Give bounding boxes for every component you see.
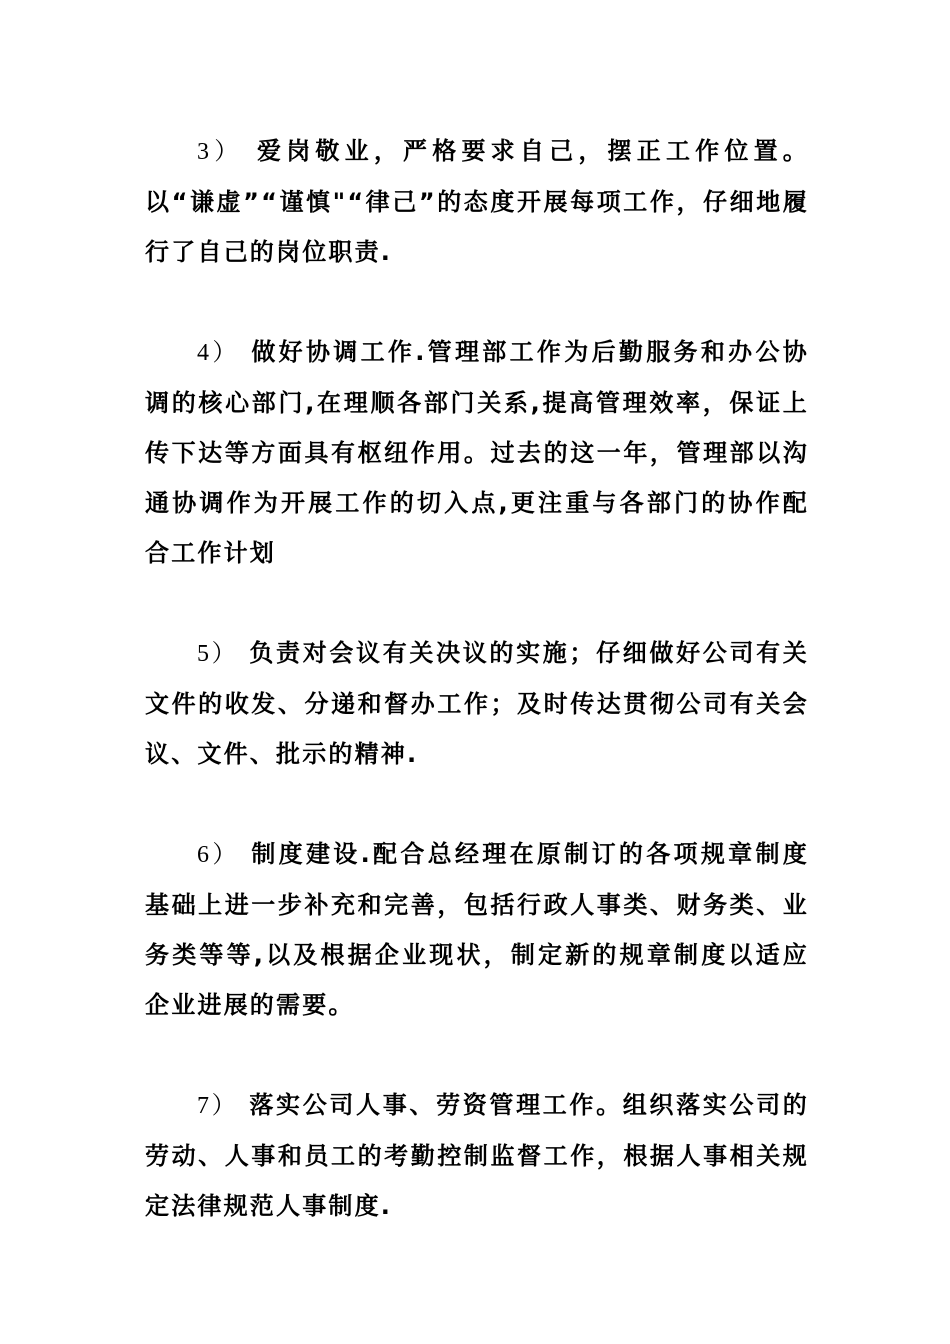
paragraph-6 bbox=[145, 829, 809, 1030]
paragraph-text: 做好协调工作.管理部工作为后勤服务和办公协调的核心部门,在理顺各部门关系,提高管理效率，保证上传下达等方面具有枢纽作用。过去的这一年，管理部以沟通协调作为开展工作的切入点,更注重与各部门的协作配合工作计划 bbox=[145, 338, 809, 567]
document-body bbox=[145, 126, 809, 1281]
paragraph-7 bbox=[145, 1080, 809, 1231]
paragraph-number: 6） bbox=[197, 842, 240, 868]
paragraph-number: 3） bbox=[197, 139, 244, 165]
paragraph-number: 4） bbox=[197, 340, 240, 366]
paragraph-text: 负责对会议有关决议的实施；仔细做好公司有关文件的收发、分递和督办工作；及时传达贯彻公司有关会议、文件、批示的精神. bbox=[145, 639, 809, 768]
paragraph-5 bbox=[145, 628, 809, 779]
paragraph-text: 爱岗敬业，严格要求自己，摆正工作位置。以“谦虚”“谨慎"“律己”的态度开展每项工作，仔细地履行了自己的岗位职责. bbox=[145, 137, 809, 266]
paragraph-number: 7） bbox=[197, 1093, 239, 1119]
paragraph-4 bbox=[145, 327, 809, 578]
paragraph-text: 制度建设.配合总经理在原制订的各项规章制度基础上进一步补充和完善，包括行政人事类、财务类、业务类等等,以及根据企业现状，制定新的规章制度以适应企业进展的需要。 bbox=[145, 840, 809, 1019]
paragraph-3 bbox=[145, 126, 809, 277]
paragraph-text: 落实公司人事、劳资管理工作。组织落实公司的劳动、人事和员工的考勤控制监督工作，根据人事相关规定法律规范人事制度. bbox=[145, 1091, 809, 1220]
paragraph-number: 5） bbox=[197, 641, 239, 667]
